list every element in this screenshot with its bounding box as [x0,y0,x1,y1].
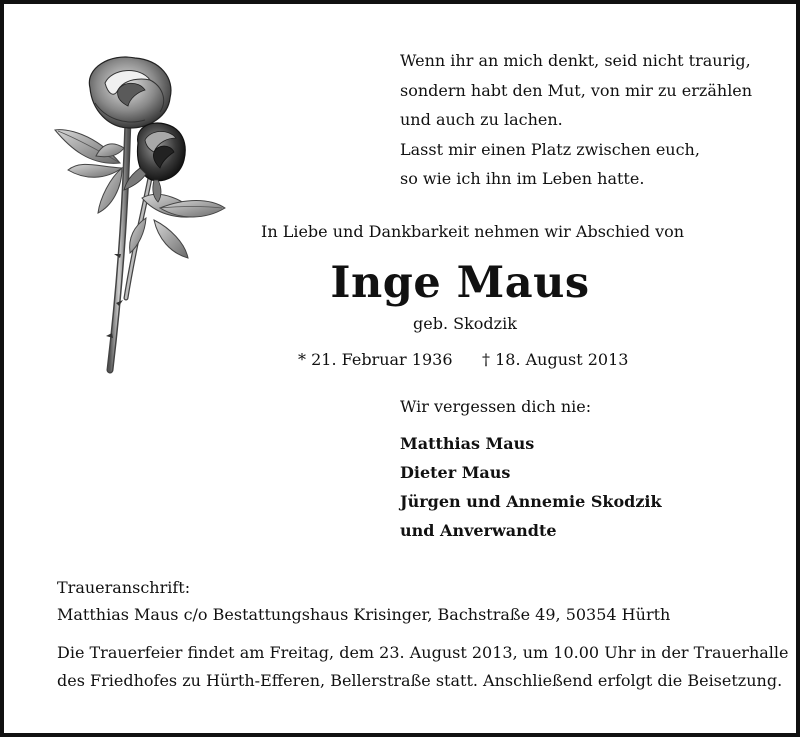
poem-line: so wie ich ihn im Leben hatte. [400,169,645,188]
poem-line: sondern habt den Mut, von mir zu erzählen [400,80,753,100]
ceremony-line: des Friedhofes zu Hürth-Efferen, Bellerstraße statt. Anschließend erfolgt die Beisetzung. [57,671,783,690]
poem [400,46,752,194]
poem-line: Wenn ihr an mich denkt, seid nicht traurig, [400,51,751,70]
mourner-name: und Anverwandte [400,521,557,540]
deceased-name: Inge Maus [330,258,590,308]
birth-date: * 21. Februar 1936 [298,350,453,369]
farewell-intro: In Liebe und Dankbarkeit nehmen wir Abschied von [261,222,685,241]
mourners-list [400,429,662,545]
poem-line: Lasst mir einen Platz zwischen euch, [400,139,700,159]
rose-icon [50,48,230,378]
poem-line: und auch zu lachen. [400,110,563,129]
ceremony-line: Die Trauerfeier findet am Freitag, dem 23. August 2013, um 10.00 Uhr in der Trauerhalle [57,643,789,662]
maiden-name: geb. Skodzik [413,314,517,333]
address-text: Matthias Maus c/o Bestattungshaus Krisinger, Bachstraße 49, 50354 Hürth [57,605,671,624]
address-label: Traueranschrift: [57,578,191,597]
mourners-heading: Wir vergessen dich nie: [400,397,592,416]
mourner-name: Dieter Maus [400,463,511,482]
ceremony-info [57,639,789,695]
mourner-name: Jürgen und Annemie Skodzik [400,492,662,511]
mourner-name: Matthias Maus [400,434,535,453]
death-date: † 18. August 2013 [482,350,629,369]
